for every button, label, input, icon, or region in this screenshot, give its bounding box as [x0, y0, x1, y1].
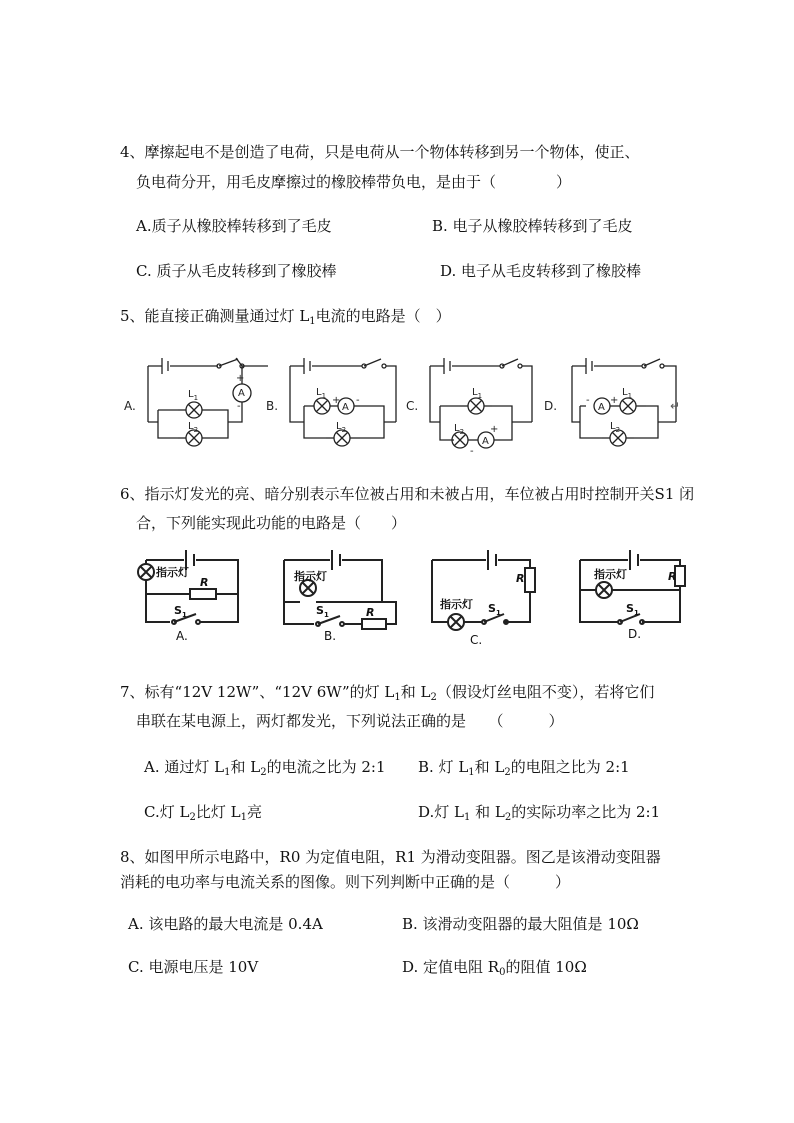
- q7-stem-line1: 7、标有“12V 12W”、“12V 6W”的灯 $L_1$和 $L_2$（假设灯丝电阻不变），若将它们: [120, 683, 655, 703]
- q5-label-c: C.: [406, 399, 419, 413]
- q6-stem-line2: 合，下列能实现此功能的电路是（ ）: [136, 514, 407, 532]
- q4-option-a: A.质子从橡胶棒转移到了毛皮: [136, 217, 332, 235]
- q6-circuit-c: [432, 550, 535, 630]
- q5-circuit-a: [148, 358, 268, 446]
- q5-c-plus: +: [490, 424, 499, 435]
- q6-c-switch-label: $S_1$: [488, 602, 501, 617]
- q5-return-mark: ↵: [670, 399, 681, 413]
- q4-option-c: C. 质子从毛皮转移到了橡胶棒: [136, 262, 337, 280]
- q5-a-lamp2: $L_2$: [188, 421, 199, 434]
- q6-circuit-a: [138, 550, 238, 624]
- q6-circuit-b: [284, 550, 396, 629]
- q5-b-lamp2: $L_2$: [336, 421, 347, 434]
- q6-d-resistor-label: R: [668, 570, 677, 583]
- q4-stem-line1: 4、摩擦起电不是创造了电荷，只是电荷从一个物体转移到另一个物体，使正、: [120, 143, 640, 161]
- q7-option-c: C.灯 $L_2$比灯 $L_1$亮: [144, 803, 262, 823]
- q5-label-b: B.: [266, 399, 279, 413]
- q4-option-b: B. 电子从橡胶棒转移到了毛皮: [432, 217, 633, 235]
- q5-b-plus: +: [332, 395, 341, 406]
- q5-circuit-figures: [118, 350, 688, 462]
- q5-label-d: D.: [544, 399, 558, 413]
- q6-label-a: A.: [176, 629, 188, 643]
- q5-label-a: A.: [124, 399, 136, 413]
- q6-circuit-figures: [118, 542, 698, 652]
- q6-c-resistor-label: R: [516, 572, 525, 585]
- q5-stem: 5、能直接正确测量通过灯 $L_1$电流的电路是（ ）: [120, 307, 451, 327]
- q7-option-d: D.灯 $L_1$ 和 $L_2$的实际功率之比为 2:1: [418, 803, 661, 823]
- q5-d-lamp1: $L_1$: [622, 387, 633, 400]
- q6-stem-line1: 6、指示灯发光的亮、暗分别表示车位被占用和未被占用，车位被占用时控制开关S1 闭: [120, 485, 695, 503]
- q6-a-resistor-label: R: [200, 576, 209, 589]
- q5-a-minus: -: [237, 401, 241, 412]
- q5-b-lamp1: $L_1$: [316, 387, 327, 400]
- q7-stem-line2: 串联在某电源上，两灯都发光，下列说法正确的是 （ ）: [136, 712, 564, 730]
- q6-a-lamp-label: 指示灯: [156, 566, 189, 579]
- q8-stem-line1: 8、如图甲所示电路中，R0 为定值电阻，R1 为滑动变阻器。图乙是该滑动变阻器: [120, 848, 661, 866]
- q8-stem-line2: 消耗的电功率与电流关系的图像。则下列判断中正确的是（ ）: [120, 873, 571, 891]
- q5-d-plus: +: [610, 395, 619, 406]
- q5-a-ammeter: A: [238, 388, 245, 399]
- q6-d-lamp-label: 指示灯: [594, 568, 627, 581]
- q8-option-d: D. 定值电阻 $R_0$的阻值 10Ω: [402, 958, 587, 978]
- q6-label-b: B.: [324, 629, 337, 643]
- q5-b-minus: -: [356, 395, 360, 406]
- q8-option-c: C. 电源电压是 10V: [128, 958, 259, 976]
- q5-c-lamp1: $L_1$: [472, 387, 483, 400]
- q6-d-switch-label: $S_1$: [626, 602, 639, 617]
- q8-option-b: B. 该滑动变阻器的最大阻值是 10Ω: [402, 915, 639, 933]
- q7-option-a: A. 通过灯 $L_1$和 $L_2$的电流之比为 2:1: [144, 758, 386, 778]
- q5-c-minus: -: [470, 446, 474, 457]
- q6-b-switch-label: $S_1$: [316, 604, 329, 619]
- q6-label-c: C.: [470, 633, 483, 647]
- q7-option-b: B. 灯 $L_1$和 $L_2$的电阻之比为 2:1: [418, 758, 630, 778]
- q8-option-a: A. 该电路的最大电流是 0.4A: [128, 915, 323, 933]
- q5-d-lamp2: $L_2$: [610, 421, 621, 434]
- q4-stem-line2: 负电荷分开，用毛皮摩擦过的橡胶棒带负电，是由于（ ）: [136, 173, 572, 191]
- q6-a-switch-label: $S_1$: [174, 604, 187, 619]
- q5-b-ammeter: A: [342, 402, 349, 413]
- q5-a-lamp1: $L_1$: [188, 389, 199, 402]
- q6-b-resistor-label: R: [366, 606, 375, 619]
- q5-a-plus: +: [236, 373, 245, 384]
- q6-label-d: D.: [628, 627, 642, 641]
- q5-c-lamp2: $L_2$: [454, 423, 465, 436]
- q5-c-ammeter: A: [482, 436, 489, 447]
- q4-option-d: D. 电子从毛皮转移到了橡胶棒: [440, 262, 642, 280]
- q5-circuit-c: [430, 358, 532, 448]
- q5-d-minus: -: [586, 395, 590, 406]
- q5-d-ammeter: A: [598, 402, 605, 413]
- q6-b-lamp-label: 指示灯: [294, 570, 327, 583]
- q6-c-lamp-label: 指示灯: [440, 598, 473, 611]
